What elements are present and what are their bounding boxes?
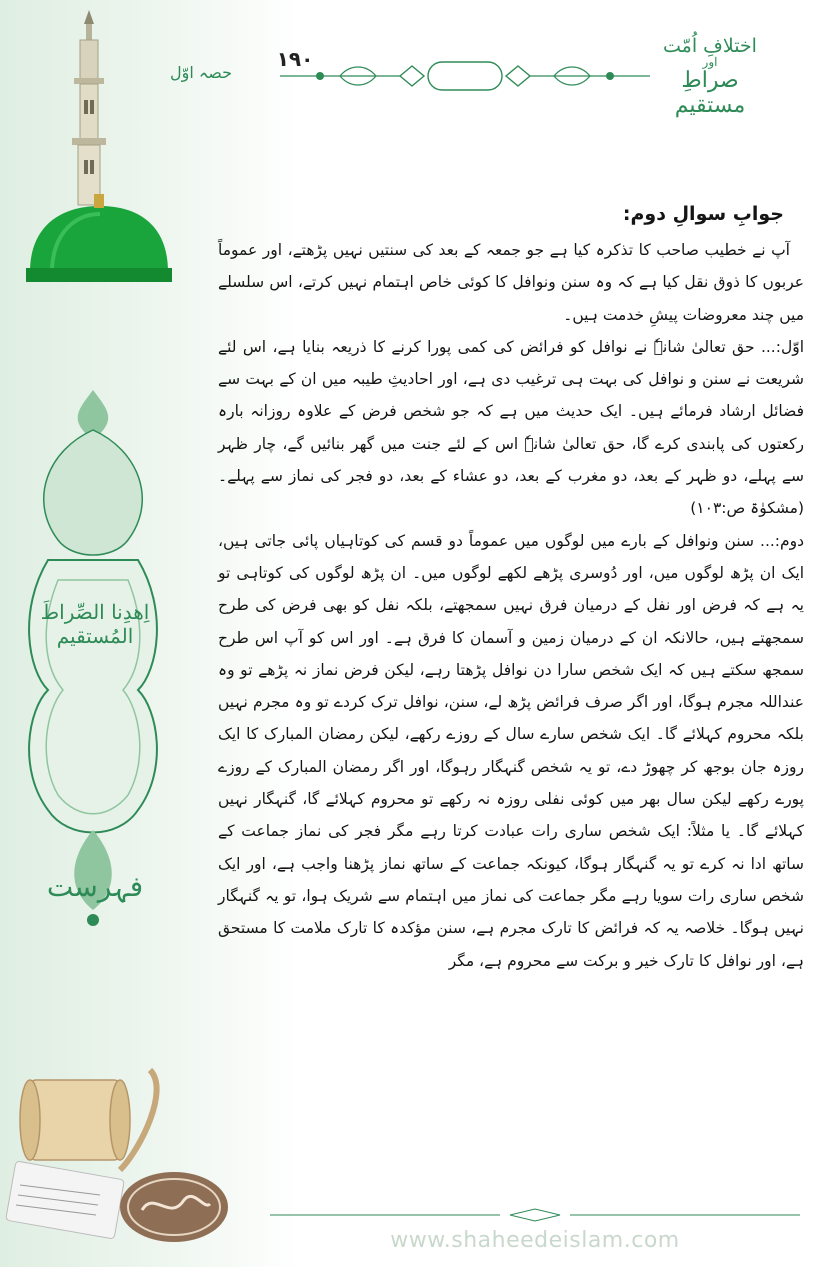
section-label: حصہ اوّل bbox=[170, 63, 233, 82]
calligraphy-seal-logo bbox=[118, 1170, 230, 1244]
main-content bbox=[218, 196, 804, 977]
index-link[interactable]: فہرست bbox=[46, 870, 144, 903]
site-url[interactable]: www.shaheedeislam.com bbox=[390, 1228, 680, 1253]
floral-ornament-vignette bbox=[8, 390, 178, 930]
minaret-tower bbox=[72, 10, 106, 205]
book-title-line1: اختلافِ اُمّت bbox=[663, 35, 757, 57]
paragraph-first-point: اوّل:... حق تعالیٰ شانہٗ نے نوافل کو فرائض کی کمی پورا کرنے کا ذریعہ بنایا ہے، اس لئے شریعت نے سنن و نوافل کی بہت ہی ترغیب دی ہے، اور احادیثِ طیبہ میں ان کے بہت سے فضائل ارشاد فرمائے ہیں۔ ایک حدیث میں ہے کہ جو شخص فرض کے علاوہ روزانہ بارہ رکعتوں کی پابندی کرے گا، حق تعالیٰ شانہٗ اس کے لئے جنت میں گھر بنائیں گے، چار ظہر سے پہلے، دو ظہر کے بعد، دو مغرب کے بعد، دو عشاء کے بعد، دو فجر کی نماز سے پہلے۔ (مشکوٰۃ ص:۱۰۳) bbox=[218, 337, 804, 518]
book-title bbox=[650, 36, 770, 118]
footer-divider bbox=[270, 1208, 800, 1222]
book-title-line2: اور bbox=[702, 54, 718, 69]
floral-ornament-header bbox=[280, 58, 650, 94]
paragraph-intro: آپ نے خطیب صاحب کا تذکرہ کیا ہے جو جمعہ کے بعد کی سنتیں نہیں پڑھتے، اور عموماً عربوں کا ذوق نقل کیا ہے کہ وہ سنن ونوافل کا کوئی خاص اہتمام نہیں کرتے، اس سلسلے میں چند معروضات پیشِ خدمت ہیں۔ bbox=[218, 241, 804, 324]
vignette-calligraphy: اِھدِنا الصِّراطَ المُستقیم bbox=[40, 600, 150, 648]
page-number: ۱۹۰ bbox=[276, 47, 314, 71]
book-title-line3: صراطِ مستقیم bbox=[674, 67, 746, 118]
paragraph-second-point: دوم:... سنن ونوافل کے بارے میں لوگوں میں عموماً دو قسم کی کوتاہیاں پائی جاتی ہیں، ایک ان پڑھ لوگوں میں، اور دُوسری پڑھے لکھے لوگوں میں۔ ان پڑھ لوگوں کی کوتاہی تو یہ ہے کہ فرض اور نفل کے درمیان فرق نہیں سمجھتے، بلکہ نفل کو بھی فرض کی طرح سمجھتے ہیں، حالانکہ ان کے درمیان زمین و آسمان کا فرق ہے۔ اور اس کو آپ اس طرح سمجھ سکتے ہیں کہ ایک شخص سارا دن نوافل پڑھتا رہے، لیکن فرض نماز نہ پڑھے تو وہ عنداللہ مجرم ہوگا، اور اگر صرف فرائض پڑھ لے، سنن، نوافل ترک کردے تو وہ مجرم نہیں بلکہ محروم کہلائے گا۔ ایک شخص سارے سال کے روزے رکھے، لیکن رمضان المبارک کا ایک روزہ جان بوجھ کر چھوڑ دے، تو یہ شخص گنہگار رہوگا، اور اگر رمضان المبارک کے روزے پورے رکھے لیکن سال بھر میں کوئی نفلی روزہ نہ رکھے تو محروم کہلائے گا، گنہگار نہیں کہلائے گا۔ یا مثلاً: ایک شخص ساری رات عبادت کرتا رہے مگر فجر کی نماز جماعت کے ساتھ ادا نہ کرے تو یہ گنہگار ہوگا، کیونکہ جماعت کے ساتھ نماز پڑھنا واجب ہے، اور ایک شخص ساری رات سویا رہے مگر جماعت کی نماز میں اہتمام سے شریک ہوا، تو یہ گنہگار نہیں ہوگا۔ خلاصہ یہ کہ فرائض کا تارک مجرم ہے، سنن مؤکدہ کا تارک ملامت کا مستحق ہے، اور نوافل کا تارک خیر و برکت سے محروم ہے، مگر bbox=[218, 531, 804, 970]
green-dome bbox=[26, 194, 172, 282]
answer-heading: جوابِ سوالِ دوم: bbox=[622, 203, 784, 225]
